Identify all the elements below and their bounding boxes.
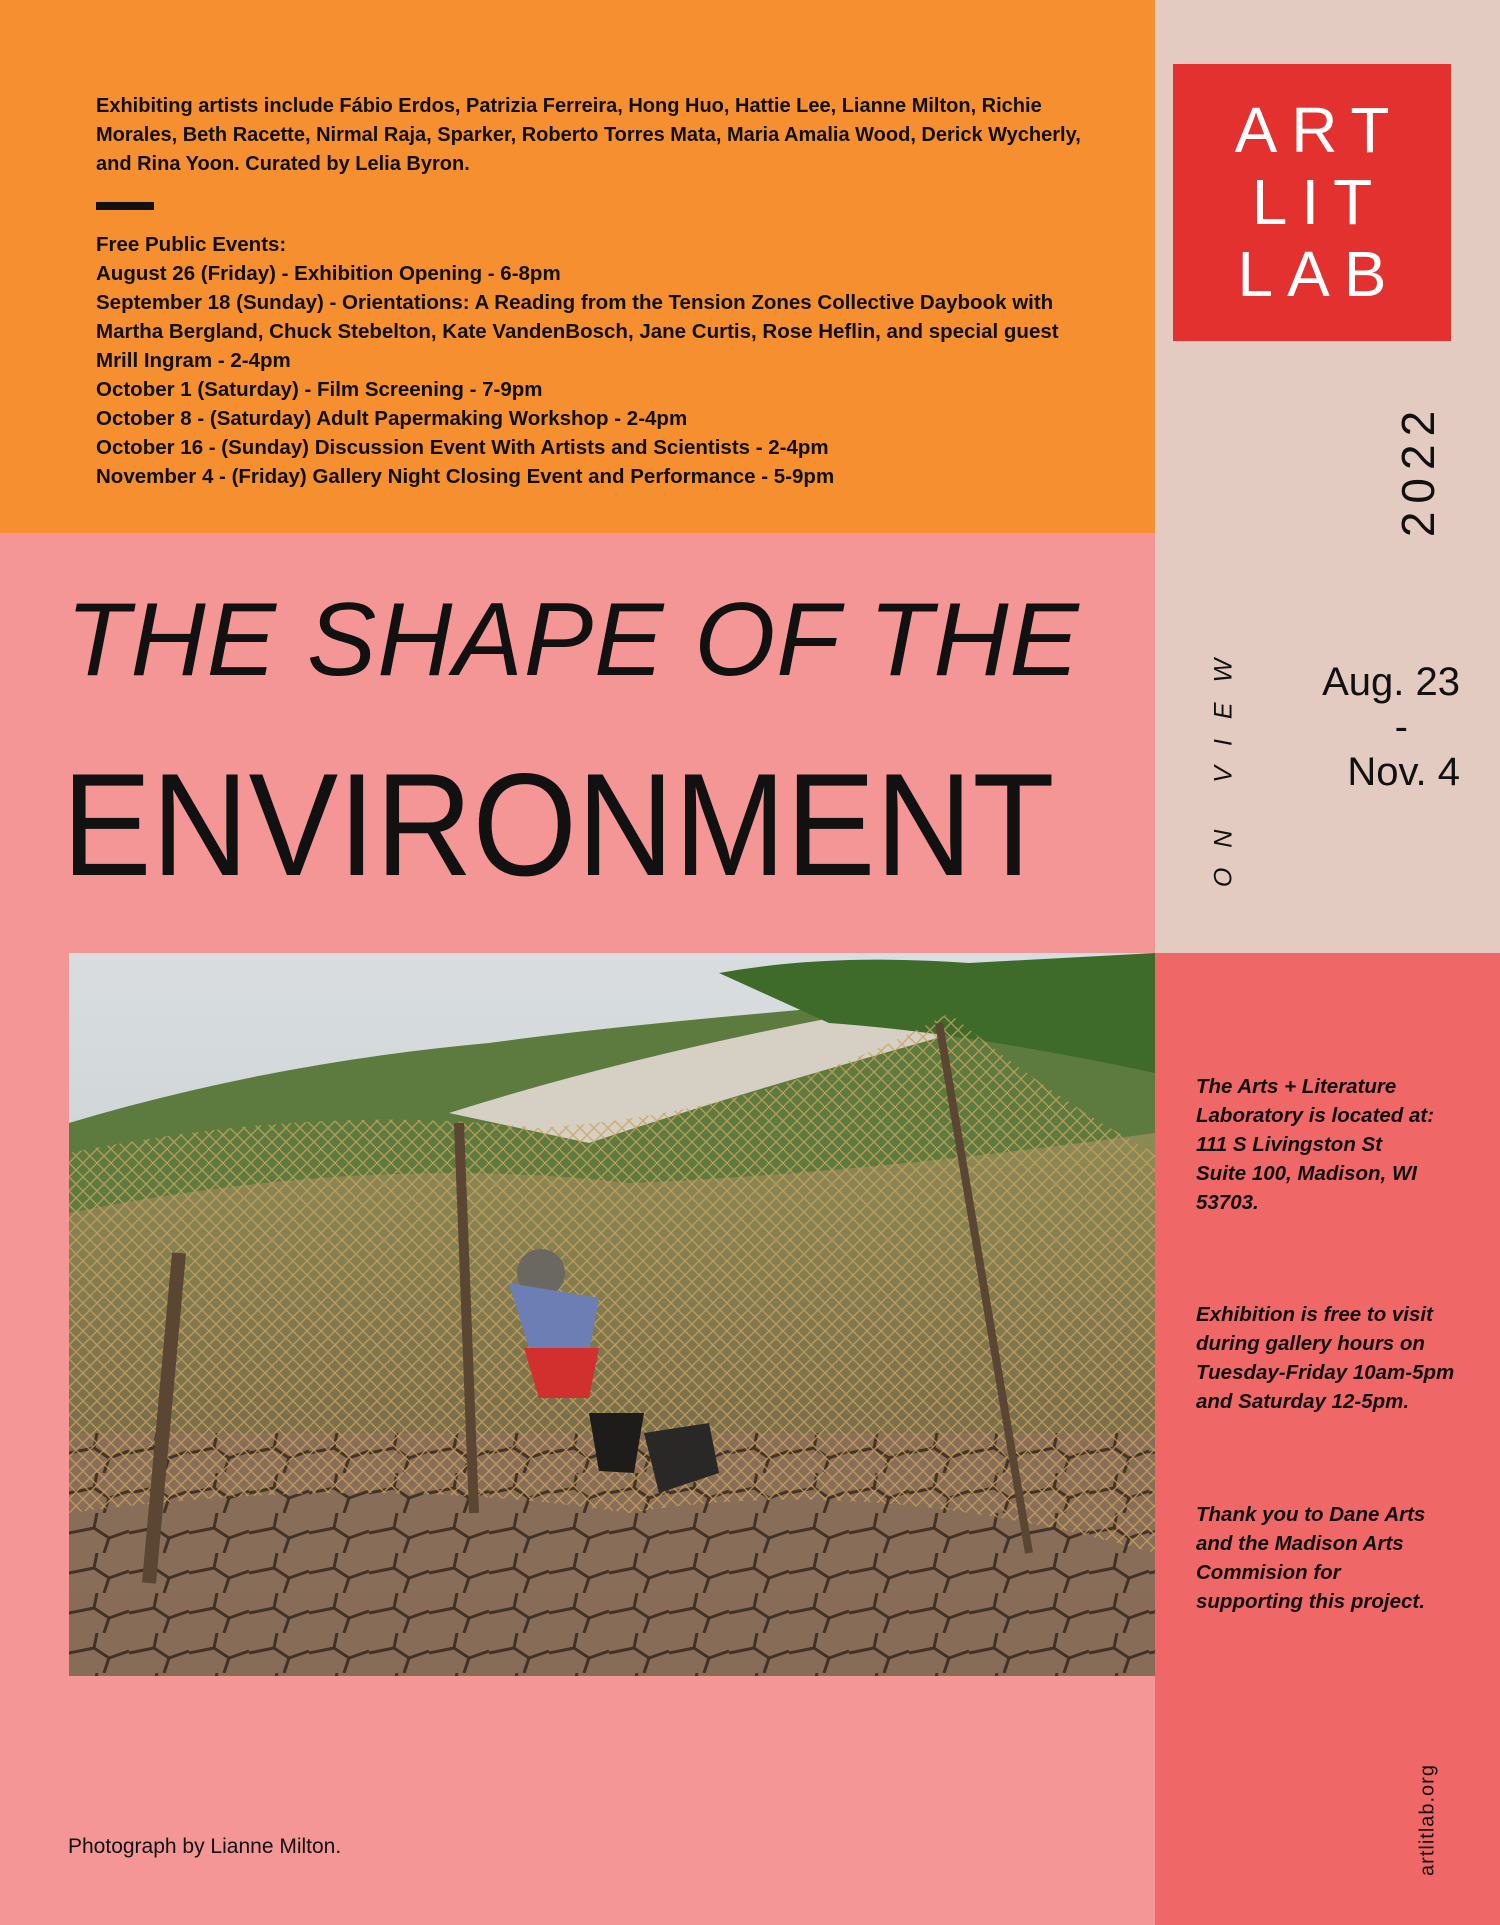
location-info [1196,1072,1456,1217]
on-view-label: ON VIEW [1209,638,1238,888]
info-line: Laboratory is located at: [1196,1104,1435,1127]
info-line: 53703. [1196,1191,1259,1214]
exhibition-dates [1322,660,1460,795]
end-date: Nov. 4 [1347,750,1460,794]
info-line: The Arts + Literature [1196,1075,1397,1098]
thanks-info [1196,1500,1456,1616]
start-date: Aug. 23 [1322,660,1460,704]
logo-line-lit: LIT [1251,166,1387,238]
events-list [96,230,1136,491]
event-line: Mrill Ingram - 2-4pm [96,349,291,372]
title-line-1: THE SHAPE OF THE [66,582,1080,698]
info-line: Tuesday-Friday 10am-5pm [1196,1361,1455,1384]
event-line: November 4 - (Friday) Gallery Night Closing Event and Performance - 5-9pm [96,465,835,488]
website-link[interactable]: artlitlab.org [1416,1764,1439,1876]
event-line: October 1 (Saturday) - Film Screening - 7-9pm [96,378,543,401]
year-label: 2022 [1392,402,1444,538]
event-line: August 26 (Friday) - Exhibition Opening - 6-8pm [96,262,561,285]
logo-line-lab: LAB [1237,238,1401,310]
info-line: and the Madison Arts [1196,1532,1404,1555]
date-separator: - [1394,705,1408,749]
event-line: Martha Bergland, Chuck Stebelton, Kate VandenBosch, Jane Curtis, Rose Heflin, and special guest [96,320,1059,343]
info-line: Commision for [1196,1561,1341,1584]
info-line: supporting this project. [1196,1590,1425,1613]
artlitlab-logo [1173,64,1451,341]
events-heading: Free Public Events: [96,233,287,256]
info-line: Thank you to Dane Arts [1196,1503,1426,1526]
info-line: Suite 100, Madison, WI [1196,1162,1417,1185]
logo-line-art: ART [1234,94,1404,166]
exhibition-photo [69,953,1155,1676]
info-line: during gallery hours on [1196,1332,1425,1355]
event-line: September 18 (Sunday) - Orientations: A Reading from the Tension Zones Collective Daybook with [96,291,1054,314]
info-line: and Saturday 12-5pm. [1196,1390,1410,1413]
photo-credit: Photograph by Lianne Milton. [68,1835,342,1858]
event-line: October 16 - (Sunday) Discussion Event With Artists and Scientists - 2-4pm [96,436,829,459]
info-line: 111 S Livingston St [1196,1133,1383,1156]
hours-info [1196,1300,1456,1416]
info-line: Exhibition is free to visit [1196,1303,1433,1326]
title-line-2: ENVIRONMENT [62,743,1055,906]
artists-paragraph: Exhibiting artists include Fábio Erdos, Patrizia Ferreira, Hong Huo, Hattie Lee, Lianne Milton, Richie Morales, Beth Racette, Nirmal Raja, Sparker, Roberto Torres Mata, Maria Amalia Wood, Derick Wycherly, and Rina Yoon. Curated by Lelia Byron. [96,95,1081,175]
event-line: October 8 - (Saturday) Adult Papermaking Workshop - 2-4pm [96,407,688,430]
divider-dash [96,202,154,210]
